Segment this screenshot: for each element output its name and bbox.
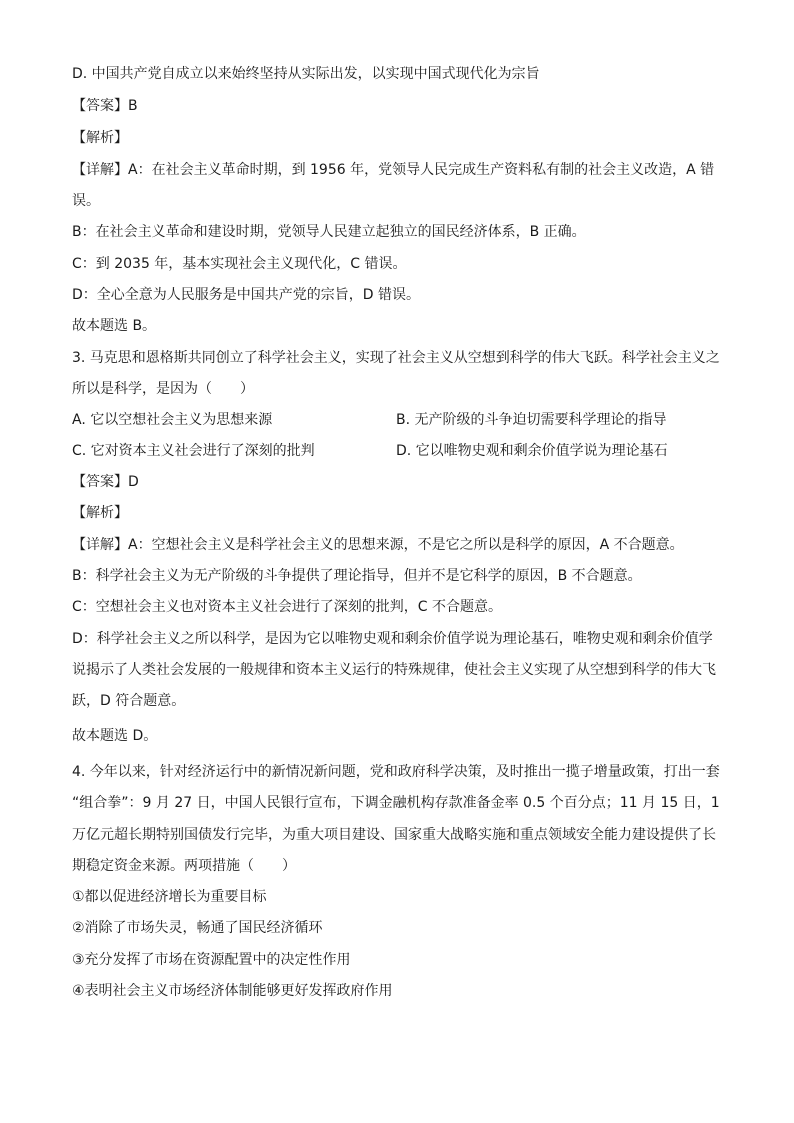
q2-analysis-label: 【解析】 <box>72 130 128 146</box>
q2-detail-c: C：到 2035 年，基本实现社会主义现代化，C 错误。 <box>72 256 407 272</box>
q4-item-2: ②消除了市场失灵，畅通了国民经济循环 <box>72 920 323 936</box>
q3-conclusion: 故本题选 D。 <box>72 728 158 744</box>
q2-answer: 【答案】B <box>72 98 138 114</box>
q2-detail-a-line2: 误。 <box>72 193 100 209</box>
q3-option-c: C. 它对资本主义社会进行了深刻的批判 <box>72 443 315 459</box>
q2-conclusion: 故本题选 B。 <box>72 318 157 334</box>
q3-detail-a: 【详解】A：空想社会主义是科学社会主义的思想来源，不是它之所以是科学的原因，A 不合题意。 <box>72 537 684 553</box>
q3-answer: 【答案】D <box>72 474 139 490</box>
q3-detail-d-line1: D：科学社会主义之所以科学，是因为它以唯物史观和剩余价值学说为理论基石，唯物史观和剩余价值学 <box>72 631 713 647</box>
q3-option-d: D. 它以唯物史观和剩余价值学说为理论基石 <box>396 443 668 459</box>
q2-detail-a-line1: 【详解】A：在社会主义革命时期，到 1956 年，党领导人民完成生产资料私有制的社会主义改造，A 错 <box>72 162 715 178</box>
q3-stem-line1: 3. 马克思和恩格斯共同创立了科学社会主义，实现了社会主义从空想到科学的伟大飞跃。科学社会主义之 <box>72 350 720 366</box>
q3-detail-b: B：科学社会主义为无产阶级的斗争提供了理论指导，但并不是它科学的原因，B 不合题意。 <box>72 568 642 584</box>
q4-stem-line3: 万亿元超长期特别国债发行完毕，为重大项目建设、国家重大战略实施和重点领域安全能力建设提供了长 <box>72 827 716 843</box>
q3-detail-d-line3: 跃，D 符合题意。 <box>72 693 186 709</box>
q3-detail-d-line2: 说揭示了人类社会发展的一般规律和资本主义运行的特殊规律，使社会主义实现了从空想到科学的伟大飞 <box>72 662 716 678</box>
q4-item-3: ③充分发挥了市场在资源配置中的决定性作用 <box>72 952 351 968</box>
q2-detail-d: D：全心全意为人民服务是中国共产党的宗旨，D 错误。 <box>72 287 421 303</box>
q3-option-b: B. 无产阶级的斗争迫切需要科学理论的指导 <box>396 412 667 428</box>
q4-stem-line2: “组合拳”：9 月 27 日，中国人民银行宣布，下调金融机构存款准备金率 0.5 个百分点；11 月 15 日，1 <box>72 795 720 811</box>
q4-stem-line1: 4. 今年以来，针对经济运行中的新情况新问题，党和政府科学决策，及时推出一揽子增量政策，打出一套 <box>72 764 720 780</box>
q4-item-4: ④表明社会主义市场经济体制能够更好发挥政府作用 <box>72 983 393 999</box>
q2-option-d: D. 中国共产党自成立以来始终坚持从实际出发，以实现中国式现代化为宗旨 <box>72 66 540 82</box>
q3-detail-c: C：空想社会主义也对资本主义社会进行了深刻的批判，C 不合题意。 <box>72 599 502 615</box>
q3-stem-line2: 所以是科学，是因为（ ） <box>72 381 254 397</box>
q4-item-1: ①都以促进经济增长为重要目标 <box>72 889 267 905</box>
q3-analysis-label: 【解析】 <box>72 505 128 521</box>
q2-detail-b: B：在社会主义革命和建设时期，党领导人民建立起独立的国民经济体系，B 正确。 <box>72 224 586 240</box>
q3-option-a: A. 它以空想社会主义为思想来源 <box>72 412 273 428</box>
q4-stem-line4: 期稳定资金来源。两项措施（ ） <box>72 858 296 874</box>
